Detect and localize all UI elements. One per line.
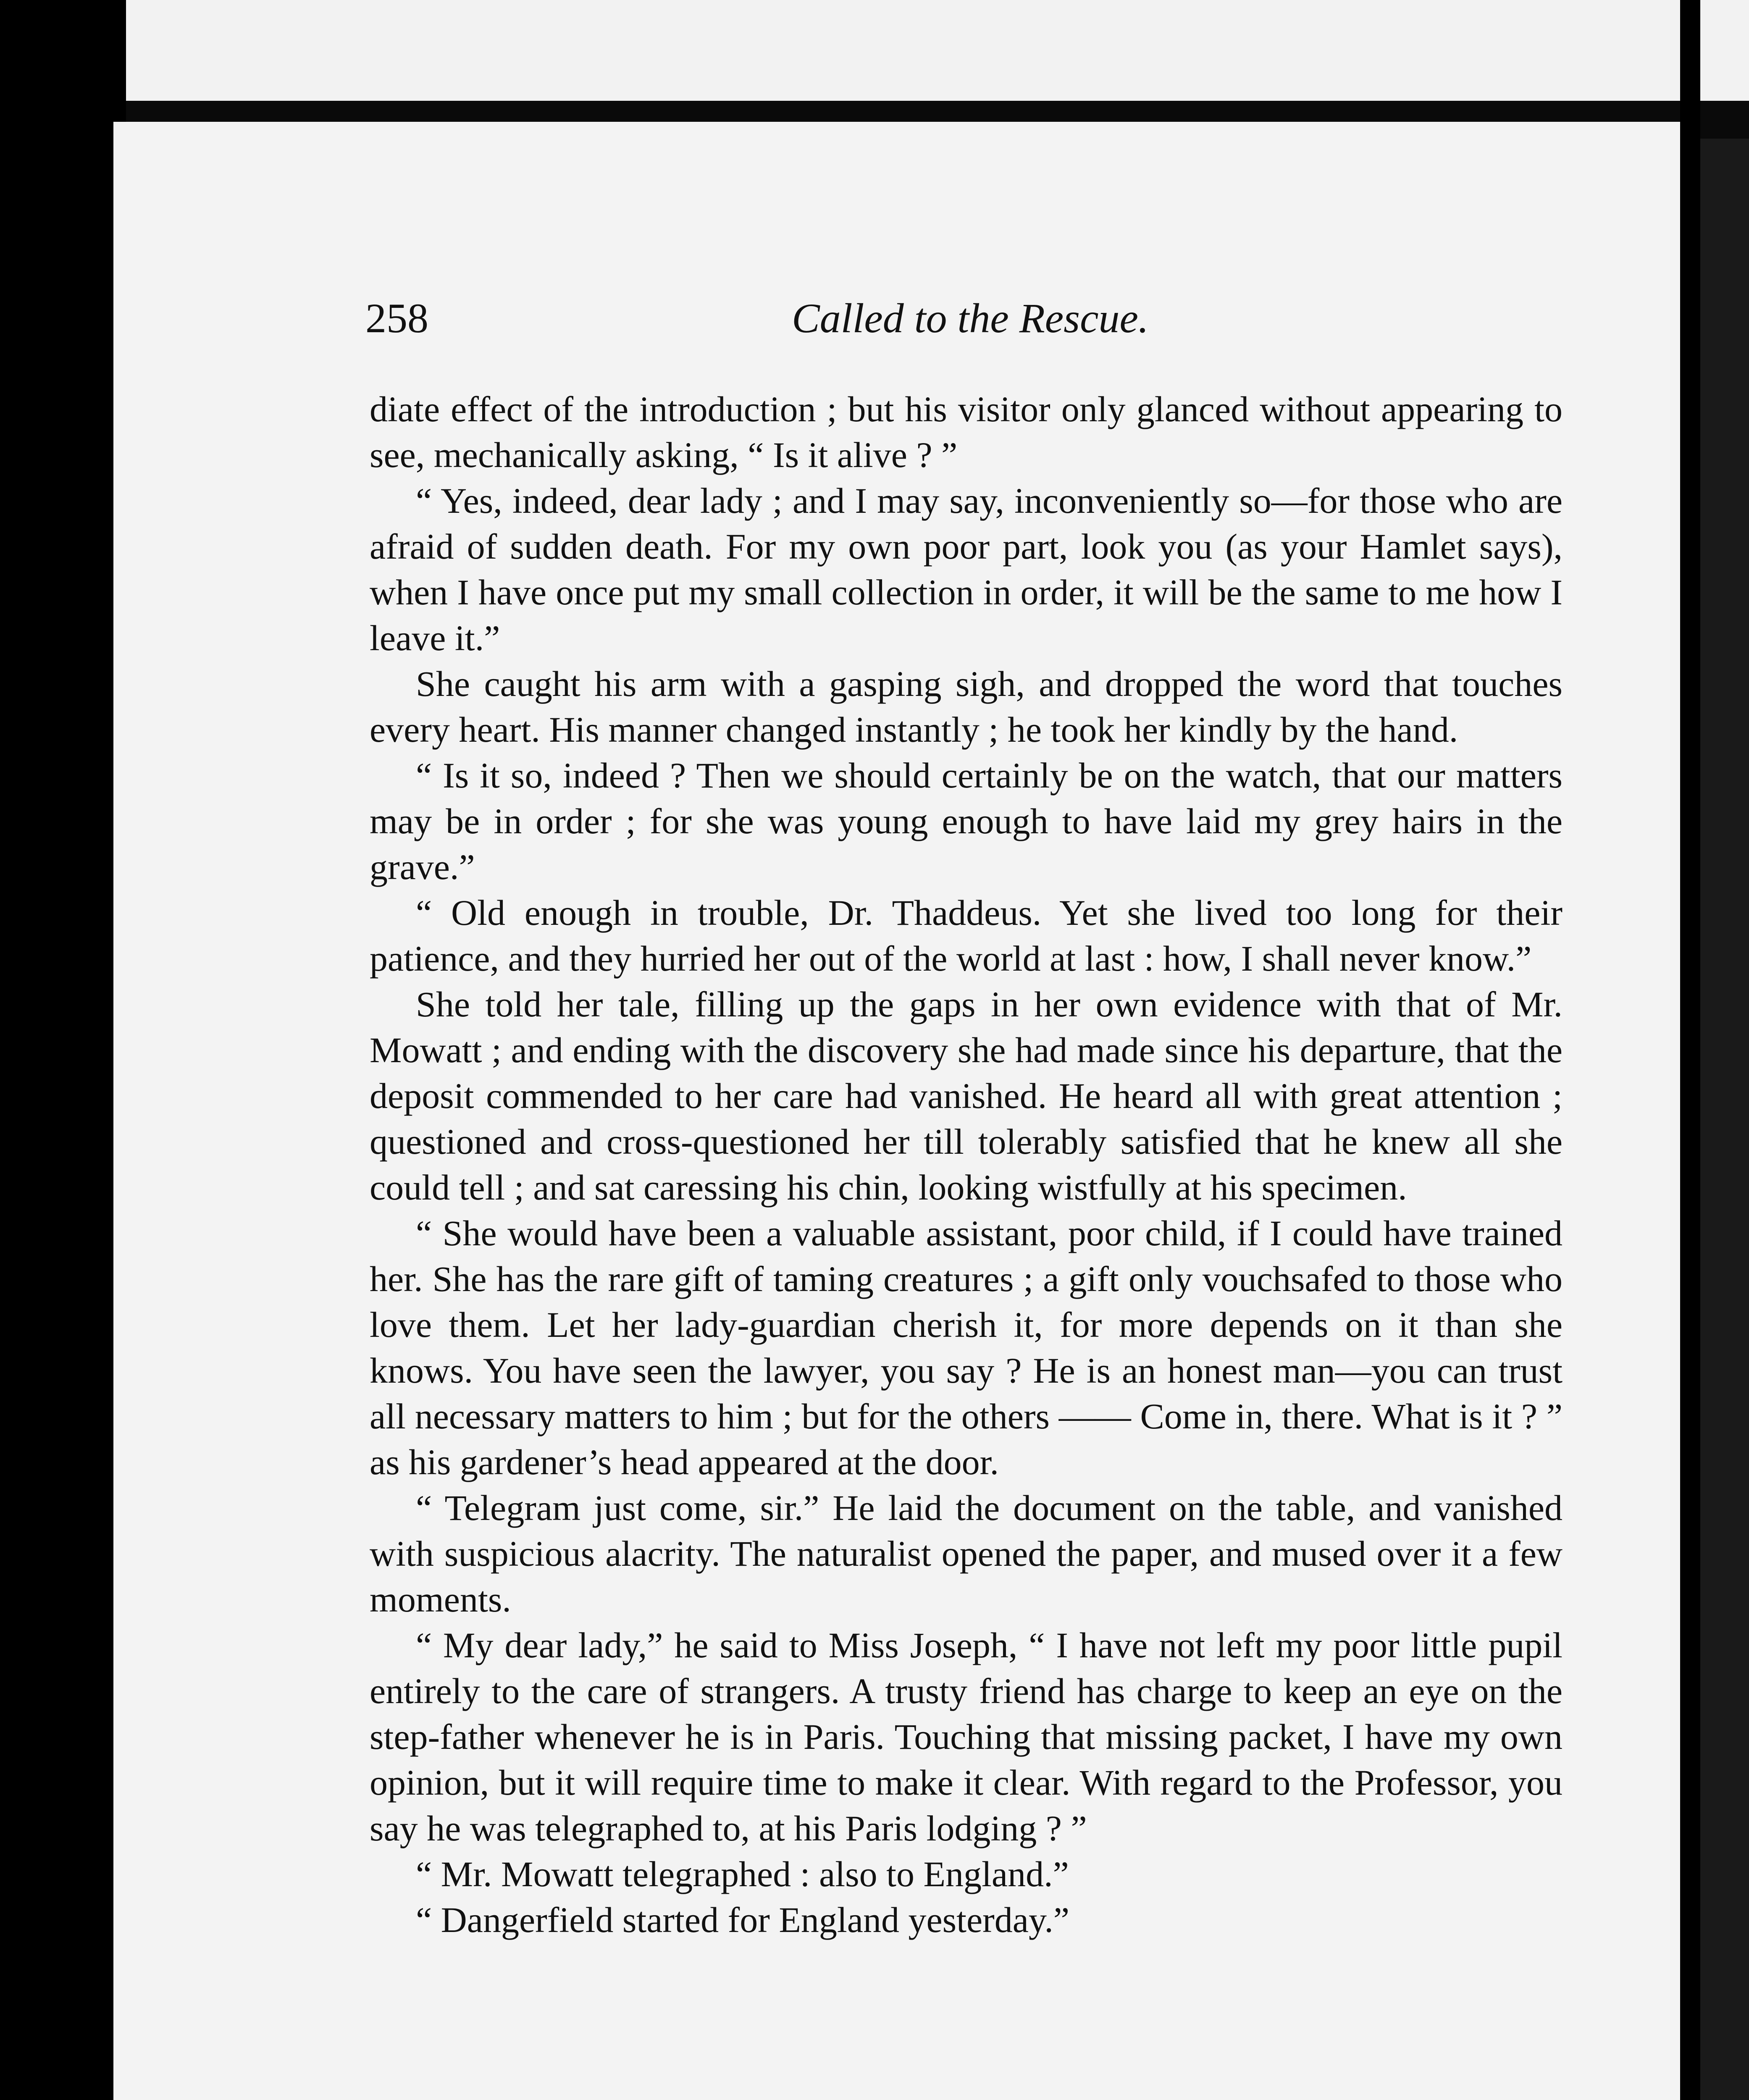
scan-left-border: [0, 0, 126, 2100]
running-title: Called to the Rescue.: [792, 295, 1149, 341]
paragraph: diate effect of the introduction ; but his visitor only glanced without appearing to see, mechanically asking, “ Is it alive ? ”: [370, 389, 1563, 475]
paragraph: “ Mr. Mowatt telegraphed : also to England.”: [416, 1854, 1069, 1894]
paragraph: She told her tale, filling up the gaps in her own evidence with that of Mr. Mowatt ; and ending with the discovery she had made since his departure, that the deposit commended to her care had vanished. He heard all with great attention ; questioned and cross-questioned her till tolerably satisfied that he knew all she could tell ; and sat caressing his chin, looking wistfully at his specimen.: [370, 984, 1563, 1208]
page-header: [365, 294, 1575, 370]
paragraph: “ My dear lady,” he said to Miss Joseph, “ I have not left my poor little pupil entirely to the care of strangers. A trusty friend has charge to keep an eye on the step-father whenever he is in Paris. Touching that missing packet, I have my own opinion, but it will require time to make it clear. With regard to the Professor, you say he was telegraphed to, at his Paris lodging ? ”: [370, 1625, 1563, 1848]
paragraph: “ Dangerfield started for England yesterday.”: [416, 1900, 1070, 1940]
paragraph: “ She would have been a valuable assistant, poor child, if I could have trained her. She has the rare gift of taming creatures ; a gift only vouchsafed to those who love them. Let her lady-guardian cherish it, for more depends on it than she knows. You have seen the lawyer, you say ? He is an honest man—you can trust all necessary matters to him ; but for the others —— Come in, there. What is it ? ” as his gardener’s head appeared at the door.: [370, 1213, 1563, 1482]
scan-right-border: [1697, 139, 1749, 2100]
paragraph: “ Is it so, indeed ? Then we should certainly be on the watch, that our matters may be in order ; for she was young enough to have laid my grey hairs in the grave.”: [370, 755, 1563, 887]
paragraph: She caught his arm with a gasping sigh, and dropped the word that touches every heart. His manner changed instantly ; he took her kindly by the hand.: [370, 664, 1563, 750]
page-number: 258: [365, 295, 428, 341]
paragraph: “ Old enough in trouble, Dr. Thaddeus. Yet she lived too long for their patience, and they hurried her out of the world at last : how, I shall never know.”: [370, 892, 1563, 979]
paragraph: “ Yes, indeed, dear lady ; and I may say, inconveniently so—for those who are afraid of sudden death. For my own poor part, look you (as your Hamlet says), when I have once put my small collection in order, it will be the same to me how I leave it.”: [370, 480, 1563, 658]
body-text: [370, 386, 1563, 1943]
scan-right-bar: [1680, 0, 1700, 2100]
scan-top-strip: [0, 0, 1749, 101]
paragraph: “ Telegram just come, sir.” He laid the document on the table, and vanished with suspicious alacrity. The naturalist opened the paper, and mused over it a few moments.: [370, 1488, 1563, 1620]
